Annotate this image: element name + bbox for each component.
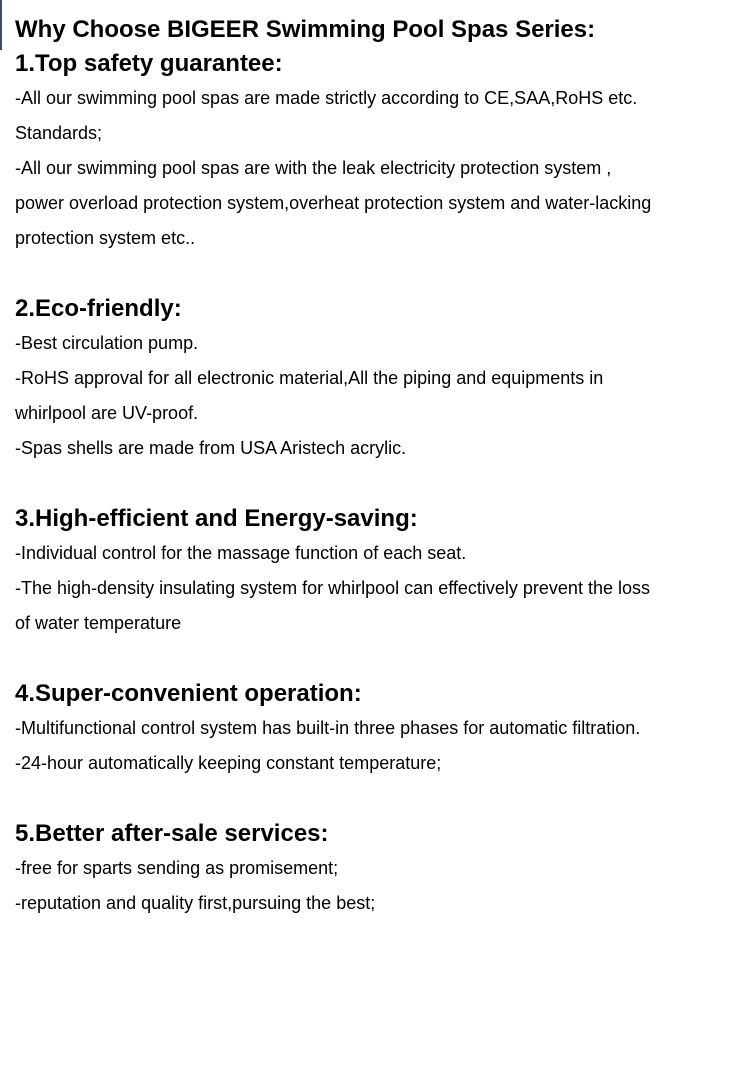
section-line: -Multifunctional control system has built-in three phases for automatic filtration. bbox=[15, 718, 641, 738]
section-after-sale bbox=[15, 816, 735, 921]
section-line: -Best circulation pump. bbox=[15, 333, 199, 353]
section-safety bbox=[15, 46, 735, 256]
section-line: power overload protection system,overheat protection system and water-lacking bbox=[15, 193, 652, 213]
section-line: -The high-density insulating system for whirlpool can effectively prevent the loss bbox=[15, 578, 650, 598]
document-body bbox=[15, 14, 735, 921]
section-line: -free for sparts sending as promisement; bbox=[15, 858, 339, 878]
section-line: -RoHS approval for all electronic material,All the piping and equipments in bbox=[15, 368, 604, 388]
section-line: protection system etc.. bbox=[15, 228, 196, 248]
section-heading: 3.High-efficient and Energy-saving: bbox=[15, 505, 418, 532]
section-line: -reputation and quality first,pursuing the best; bbox=[15, 893, 376, 913]
page-title: Why Choose BIGEER Swimming Pool Spas Series: bbox=[15, 16, 596, 43]
section-line: of water temperature bbox=[15, 613, 182, 633]
section-line: -Spas shells are made from USA Aristech acrylic. bbox=[15, 438, 407, 458]
section-heading: 1.Top safety guarantee: bbox=[15, 50, 283, 77]
section-operation bbox=[15, 676, 735, 781]
section-heading: 4.Super-convenient operation: bbox=[15, 680, 362, 707]
section-heading: 5.Better after-sale services: bbox=[15, 820, 329, 847]
section-eco bbox=[15, 291, 735, 466]
section-line: -24-hour automatically keeping constant temperature; bbox=[15, 753, 442, 773]
section-efficiency bbox=[15, 501, 735, 641]
section-line: -Individual control for the massage function of each seat. bbox=[15, 543, 467, 563]
section-heading: 2.Eco-friendly: bbox=[15, 295, 182, 322]
section-line: -All our swimming pool spas are made strictly according to CE,SAA,RoHS etc. bbox=[15, 88, 638, 108]
section-line: -All our swimming pool spas are with the leak electricity protection system , bbox=[15, 158, 612, 178]
left-edge-mark bbox=[0, 0, 2, 50]
section-line: whirlpool are UV-proof. bbox=[15, 403, 199, 423]
section-line: Standards; bbox=[15, 123, 103, 143]
